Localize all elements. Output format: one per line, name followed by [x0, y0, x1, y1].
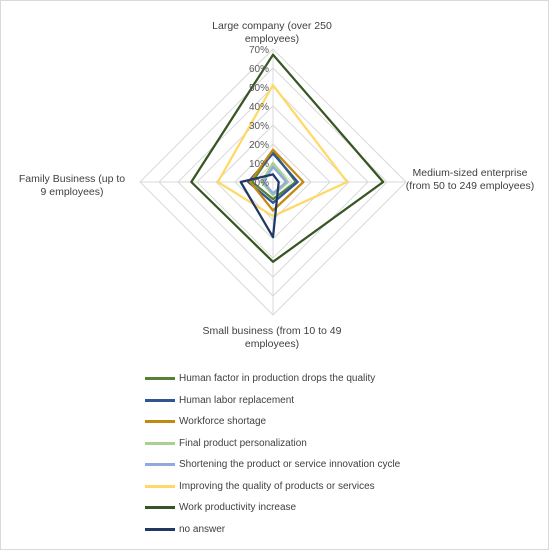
legend-label: Work productivity increase: [179, 502, 297, 514]
legend-label: Shortening the product or service innovation cycle: [179, 459, 401, 471]
legend-label: no answer: [179, 523, 226, 535]
legend-swatch: [145, 442, 175, 445]
radar-tick-labels: [249, 45, 269, 189]
series-line: [218, 85, 347, 216]
tick-label: 60%: [248, 64, 269, 75]
axis-label-large-company: Large company (over 250 employees): [212, 20, 332, 45]
legend-swatch: [145, 420, 175, 423]
legend-label: Final product personalization: [179, 437, 307, 449]
legend-item: [145, 454, 445, 476]
legend-item: [145, 476, 445, 498]
legend-item: [145, 390, 445, 412]
tick-label: 30%: [248, 121, 269, 132]
tick-label: 10%: [248, 159, 269, 170]
legend-item: [145, 519, 445, 541]
tick-label: 50%: [248, 83, 269, 94]
legend-label: Improving the quality of products or services: [179, 480, 375, 492]
legend-swatch: [145, 506, 175, 509]
tick-label: 0%: [254, 178, 269, 189]
legend-swatch: [145, 528, 175, 531]
legend-swatch: [145, 377, 175, 380]
legend-label: Workforce shortage: [179, 416, 267, 428]
axis-label-small-business: Small business (from 10 to 49 employees): [202, 325, 342, 350]
legend-label: Human factor in production drops the quality: [179, 373, 376, 385]
legend-item: [145, 411, 445, 433]
legend-swatch: [145, 463, 175, 466]
legend-swatch: [145, 485, 175, 488]
radar-grid: [140, 49, 406, 315]
legend-swatch: [145, 399, 175, 402]
tick-label: 70%: [248, 45, 269, 56]
axis-label-family-business: Family Business (up to 9 employees): [18, 173, 126, 198]
legend-label: Human labor replacement: [179, 394, 295, 406]
legend: [145, 368, 445, 540]
axis-label-medium-enterprise: Medium-sized enterprise (from 50 to 249 employees): [405, 167, 535, 192]
legend-item: [145, 497, 445, 519]
tick-label: 40%: [248, 102, 269, 113]
legend-item: [145, 368, 445, 390]
legend-item: [145, 433, 445, 455]
tick-label: 20%: [248, 140, 269, 151]
